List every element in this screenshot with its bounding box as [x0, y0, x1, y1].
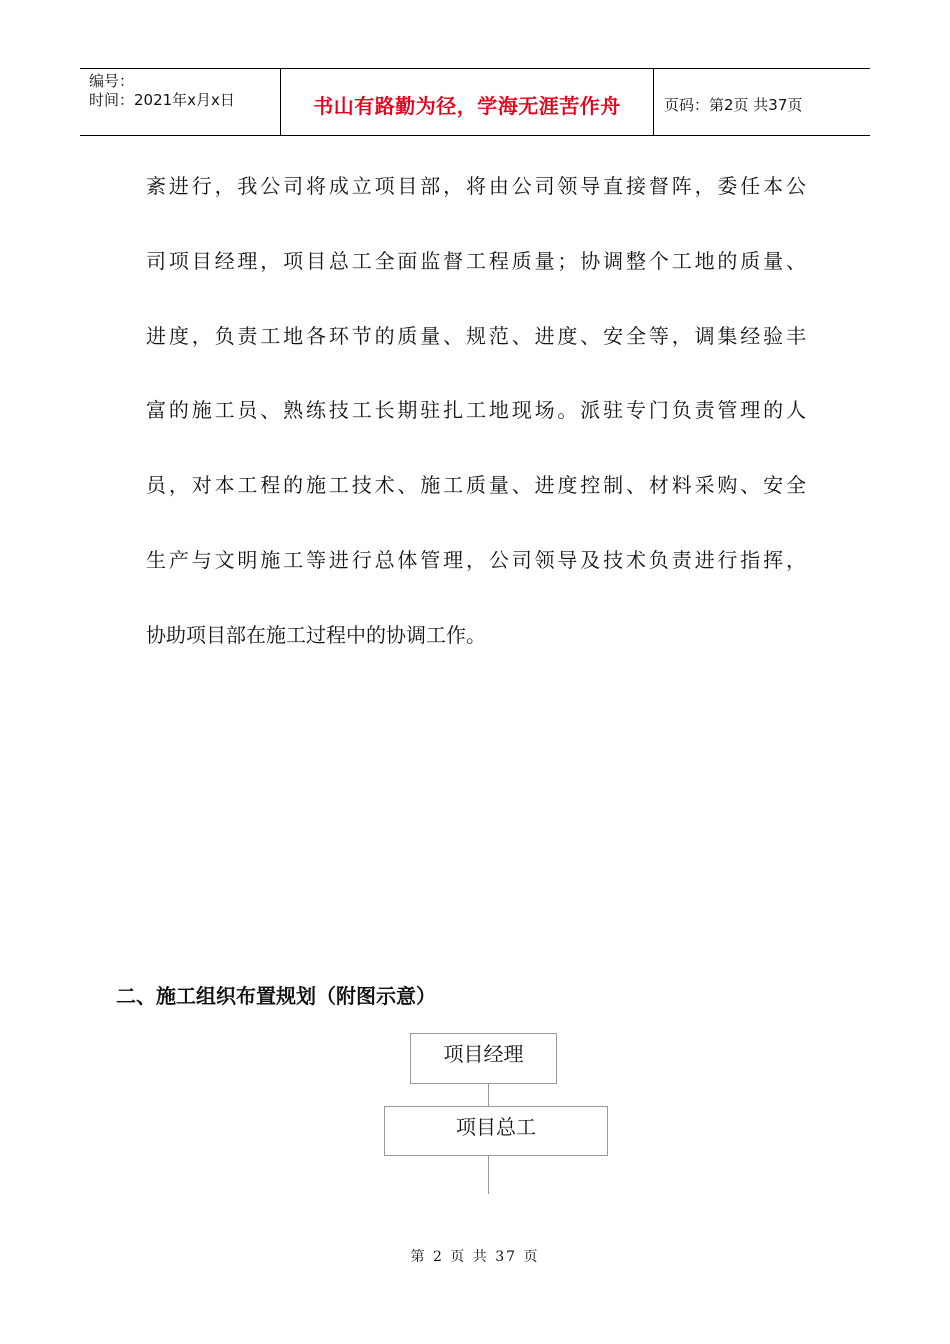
- header-left-cell: [80, 69, 281, 135]
- body-paragraph: [146, 162, 806, 686]
- header-page-info: 页码：第2页 共37页: [664, 95, 803, 114]
- header-page-cell: [654, 69, 870, 135]
- org-node-chief-engineer: 项目总工: [384, 1106, 608, 1156]
- org-connector: [488, 1156, 489, 1194]
- section-heading: 二、施工组织布置规划（附图示意）: [116, 984, 436, 1008]
- org-node-project-manager: 项目经理: [410, 1033, 557, 1084]
- page-footer: 第 2 页 共 37 页: [410, 1249, 540, 1265]
- body-line: 紊进行，我公司将成立项目部，将由公司领导直接督阵，委任本公: [146, 174, 806, 198]
- body-line: 员，对本工程的施工技术、施工质量、进度控制、材料采购、安全: [146, 473, 806, 498]
- doc-date-label: 时间：2021年x月x日: [89, 91, 235, 109]
- doc-code-label: 编号：: [89, 72, 135, 90]
- page-header: [80, 68, 870, 136]
- header-motto-cell: [281, 69, 654, 135]
- org-connector: [488, 1084, 489, 1106]
- header-motto: 书山有路勤为径，学海无涯苦作舟: [313, 93, 621, 118]
- body-line: 协助项目部在施工过程中的协调工作。: [146, 622, 486, 647]
- body-line: 进度，负责工地各环节的质量、规范、进度、安全等，调集经验丰: [146, 323, 806, 348]
- body-line: 富的施工员、熟练技工长期驻扎工地现场。派驻专门负责管理的人: [146, 398, 806, 423]
- body-line: 生产与文明施工等进行总体管理，公司领导及技术负责进行指挥，: [146, 547, 806, 572]
- body-line: 司项目经理，项目总工全面监督工程质量；协调整个工地的质量、: [146, 248, 806, 273]
